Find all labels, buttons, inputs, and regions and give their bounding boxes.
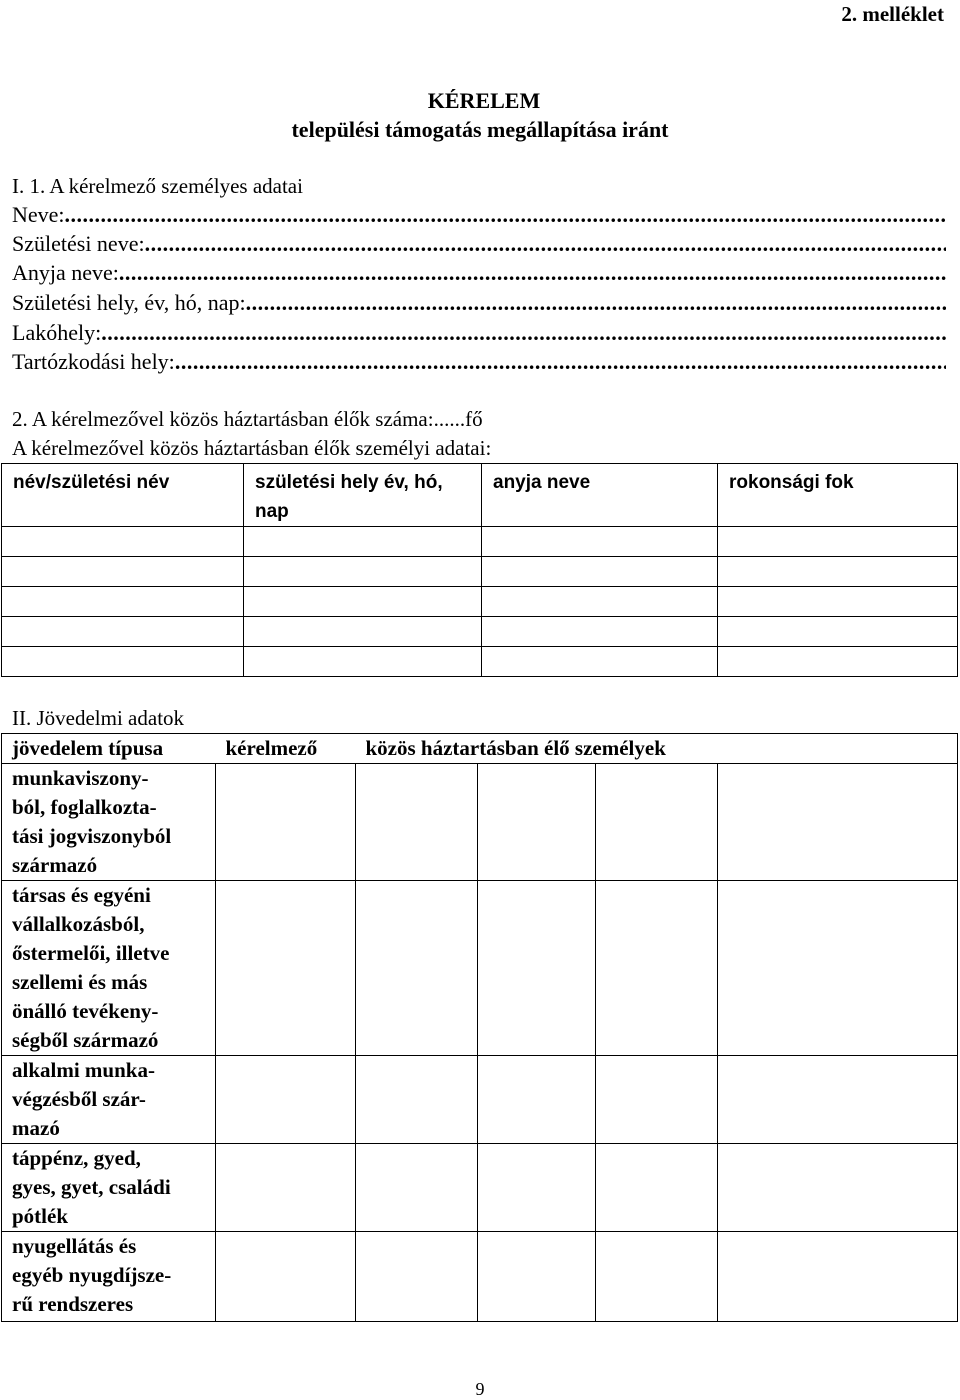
residence-field-label: Lakóhely:: [12, 320, 102, 345]
table-cell[interactable]: [2, 617, 244, 647]
table-cell[interactable]: [718, 647, 958, 677]
table-cell[interactable]: [718, 1232, 958, 1322]
column-header-name: név/születési név: [2, 464, 244, 527]
birth-place-date-field[interactable]: [12, 290, 946, 316]
mother-name-field[interactable]: [12, 260, 946, 286]
birth-name-field-label: Születési neve:: [12, 231, 145, 256]
temporary-residence-field-label: Tartózkodási hely:: [12, 349, 175, 374]
household-count-line[interactable]: 2. A kérelmezővel közös háztartásban élők száma:......fő: [12, 407, 483, 431]
table-cell[interactable]: [356, 881, 478, 1056]
table-cell[interactable]: [478, 881, 596, 1056]
annex-label: 2. melléklet: [841, 2, 944, 26]
table-row: [2, 587, 958, 617]
birth-name-field-dotted-line[interactable]: [145, 231, 946, 257]
table-cell[interactable]: [216, 881, 356, 1056]
residence-field-dotted-line[interactable]: [101, 320, 946, 346]
table-cell[interactable]: [718, 1056, 958, 1144]
table-cell[interactable]: [244, 647, 482, 677]
column-header-income-type: jövedelem típusa: [2, 734, 216, 764]
table-cell[interactable]: [216, 764, 356, 881]
table-cell[interactable]: [596, 1144, 718, 1232]
table-cell[interactable]: [482, 617, 718, 647]
section-personal-heading: I. 1. A kérelmező személyes adatai: [12, 174, 303, 198]
table-cell[interactable]: [356, 1144, 478, 1232]
form-subtitle: települési támogatás megállapítása iránt: [291, 117, 669, 142]
temporary-residence-field-dotted-line[interactable]: [175, 349, 946, 375]
birth-name-field[interactable]: [12, 231, 946, 257]
income-section-heading: II. Jövedelmi adatok: [12, 706, 185, 730]
income-table: [1, 733, 958, 1322]
page-number: 9: [475, 1379, 485, 1399]
table-row: [2, 1232, 958, 1322]
table-cell[interactable]: [2, 527, 244, 557]
table-cell[interactable]: [718, 881, 958, 1056]
table-cell[interactable]: [482, 647, 718, 677]
table-row: [2, 1056, 958, 1144]
column-header-applicant: kérelmező: [216, 734, 356, 764]
income-row-label: munkaviszony- ból, foglalkozta- tási jogviszonyból származó: [2, 764, 216, 881]
table-cell[interactable]: [244, 617, 482, 647]
table-cell[interactable]: [718, 1144, 958, 1232]
table-cell[interactable]: [478, 1056, 596, 1144]
residence-field[interactable]: [12, 320, 946, 346]
column-header-relationship: rokonsági fok: [718, 464, 958, 527]
table-row: [2, 617, 958, 647]
household-members-table: [1, 463, 958, 677]
column-header-birth-place-date: születési hely év, hó, nap: [244, 464, 482, 527]
table-cell[interactable]: [2, 587, 244, 617]
table-row: [2, 527, 958, 557]
table-cell[interactable]: [596, 764, 718, 881]
name-field-dotted-line[interactable]: [65, 202, 946, 228]
birth-place-date-field-label: Születési hely, év, hó, nap:: [12, 290, 246, 315]
name-field[interactable]: [12, 202, 946, 228]
mother-name-field-dotted-line[interactable]: [119, 260, 946, 286]
table-cell[interactable]: [356, 1056, 478, 1144]
table-cell[interactable]: [2, 647, 244, 677]
column-header-household-members: közös háztartásban élő személyek: [356, 734, 958, 764]
mother-name-field-label: Anyja neve:: [12, 260, 119, 285]
table-cell[interactable]: [244, 587, 482, 617]
table-cell[interactable]: [718, 764, 958, 881]
name-field-label: Neve:: [12, 202, 65, 227]
income-row-label: alkalmi munka- végzésből szár- mazó: [2, 1056, 216, 1144]
birth-place-date-field-dotted-line[interactable]: [246, 290, 946, 316]
form-title: KÉRELEM: [427, 88, 541, 113]
table-row: [2, 1144, 958, 1232]
table-cell[interactable]: [478, 1144, 596, 1232]
table-cell[interactable]: [718, 527, 958, 557]
table-cell[interactable]: [2, 557, 244, 587]
table-row: [2, 557, 958, 587]
table-cell[interactable]: [478, 1232, 596, 1322]
table-row: [2, 881, 958, 1056]
table-row: [2, 764, 958, 881]
table-cell[interactable]: [596, 881, 718, 1056]
table-cell[interactable]: [718, 587, 958, 617]
table-cell[interactable]: [718, 617, 958, 647]
table-cell[interactable]: [718, 557, 958, 587]
column-header-mother-name: anyja neve: [482, 464, 718, 527]
table-cell[interactable]: [478, 764, 596, 881]
table-cell[interactable]: [356, 764, 478, 881]
temporary-residence-field[interactable]: [12, 349, 946, 375]
income-row-label: nyugellátás és egyéb nyugdíjsze- rű rendszeres: [2, 1232, 216, 1322]
income-row-label: társas és egyéni vállalkozásból, őstermelői, illetve szellemi és más önálló tevékeny- ségből származó: [2, 881, 216, 1056]
income-row-label: táppénz, gyed, gyes, gyet, családi pótlék: [2, 1144, 216, 1232]
table-cell[interactable]: [596, 1056, 718, 1144]
table-cell[interactable]: [244, 557, 482, 587]
table-cell[interactable]: [216, 1232, 356, 1322]
table-cell[interactable]: [482, 527, 718, 557]
table-cell[interactable]: [216, 1144, 356, 1232]
table-cell[interactable]: [216, 1056, 356, 1144]
table-cell[interactable]: [244, 527, 482, 557]
table-cell[interactable]: [482, 557, 718, 587]
table-row: [2, 647, 958, 677]
table-cell[interactable]: [482, 587, 718, 617]
table-cell[interactable]: [356, 1232, 478, 1322]
household-details-heading: A kérelmezővel közös háztartásban élők személyi adatai:: [12, 436, 492, 460]
table-cell[interactable]: [596, 1232, 718, 1322]
